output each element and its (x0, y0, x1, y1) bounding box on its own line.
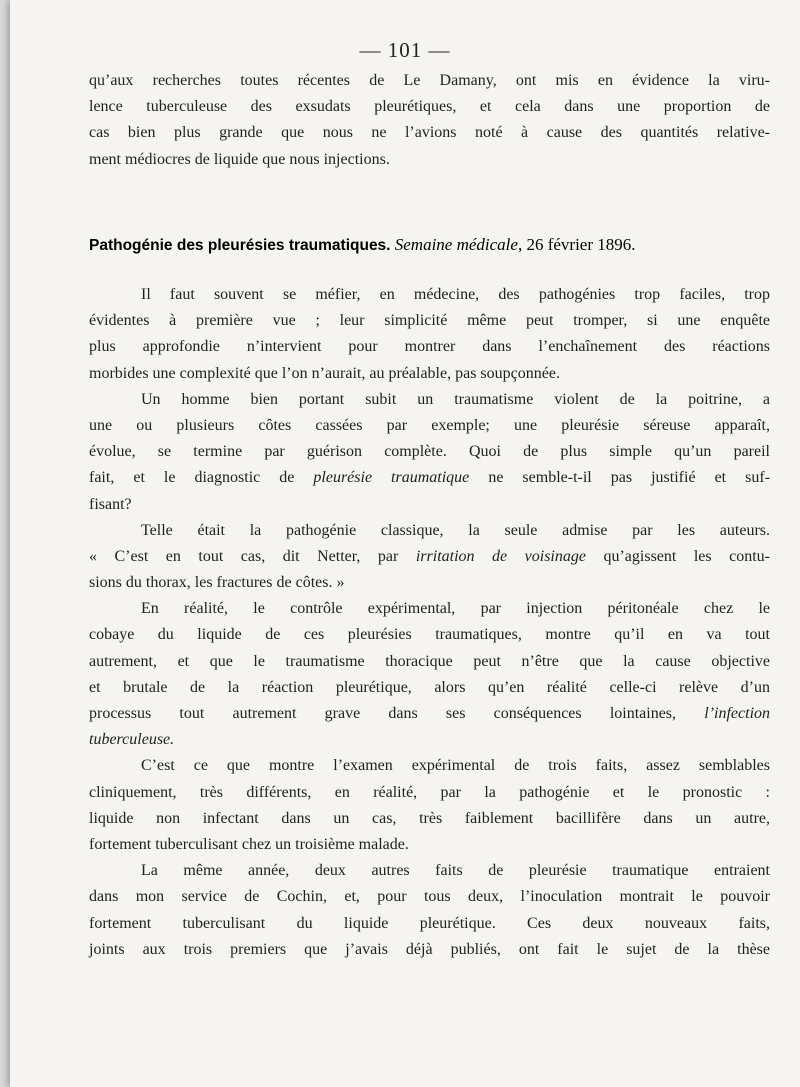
text-line: C’est ce que montre l’examen expérimental de trois faits, assez semblables (141, 757, 770, 775)
text-line: liquide non infectant dans un cas, très faiblement bacillifère dans un autre, (89, 809, 770, 827)
text-line: joints aux trois premiers que j’avais déjà publiés, ont fait le sujet de la thèse (89, 940, 770, 958)
paragraph-3 (89, 522, 770, 601)
paragraph-1 (89, 286, 770, 391)
text-line: une ou plusieurs côtes cassées par exemple; une pleurésie séreuse apparaît, (89, 416, 770, 434)
text-line (89, 705, 770, 731)
text-line: En réalité, le contrôle expérimental, par injection péritonéale chez le (141, 600, 770, 618)
text-line: et brutale de la réaction pleurétique, alors qu’en réalité celle-ci relève d’un (89, 678, 770, 696)
emphasis: l’infection (704, 705, 771, 722)
text-line: cliniquement, très différents, en réalité, par la pathogénie et le pronostic : (89, 783, 770, 801)
emphasis: irritation de voisinage (415, 547, 586, 565)
text-line: fisant? (89, 495, 132, 513)
text-line: plus approfondie n’intervient pour montrer dans l’enchaînement des réactions (89, 338, 770, 356)
text-line: lence tuberculeuse des exsudats pleurétiques, et cela dans une proportion de (89, 98, 770, 116)
text-line: cobaye du liquide de ces pleurésies traumatiques, montre qu’il en va tout (89, 626, 770, 644)
text-line (89, 469, 770, 495)
text-line: dans mon service de Cochin, et, pour tous deux, l’inoculation montrait le pouvoir (89, 888, 770, 906)
paragraph-6 (89, 862, 770, 967)
text-fragment: fait, et le diagnostic de (89, 469, 295, 487)
publication-date: 26 février 1896. (526, 235, 636, 254)
emphasis: tuberculeuse. (89, 731, 175, 749)
text-line: sions du thorax, les fractures de côtes. » (89, 574, 345, 592)
text-fragment: processus tout autrement grave dans ses conséquences lointaines, (89, 705, 677, 722)
text-line: évolue, se termine par guérison complète. Quoi de plus simple qu’un pareil (89, 443, 770, 461)
body-text (89, 286, 770, 967)
text-fragment: « C’est en tout cas, dit Netter, par (89, 547, 399, 565)
text-line: La même année, deux autres faits de pleurésie traumatique entraient (141, 862, 770, 880)
text-line: morbides une complexité que l’on n’aurait, au préalable, pas soupçonnée. (89, 364, 560, 382)
paragraph-2 (89, 391, 770, 522)
section-title: Pathogénie des pleurésies traumatiques. (89, 237, 391, 254)
text-fragment: qu’agissent les contu- (603, 547, 770, 565)
text-line: Il faut souvent se méfier, en médecine, des pathogénies trop faciles, trop (141, 286, 770, 303)
emphasis: pleurésie traumatique (313, 469, 470, 487)
text-line: ment médiocres de liquide que nous injections. (89, 150, 390, 168)
text-fragment: ne semble-t-il pas justifié et suf- (488, 469, 771, 487)
text-line: fortement tuberculisant du liquide pleurétique. Ces deux nouveaux faits, (89, 914, 770, 932)
text-line (89, 731, 770, 757)
text-line: qu’aux recherches toutes récentes de Le Damany, ont mis en évidence la viru- (89, 72, 770, 89)
text-line: Un homme bien portant subit un traumatisme violent de la poitrine, a (141, 390, 770, 408)
text-line: évidentes à première vue ; leur simplicité même peut tromper, si une enquête (89, 312, 770, 330)
text-line (89, 548, 770, 574)
text-line: fortement tuberculisant chez un troisième malade. (89, 835, 409, 853)
text-line: Telle était la pathogénie classique, la seule admise par les auteurs. (141, 521, 770, 539)
text-line: cas bien plus grande que nous ne l’avions noté à cause des quantités relative- (89, 124, 770, 142)
paragraph-4 (89, 600, 770, 757)
book-page (10, 0, 800, 1087)
text-line: autrement, et que le traumatisme thoracique peut n’être que la cause objective (89, 652, 770, 670)
paragraph-5 (89, 757, 770, 862)
intro-paragraph (89, 72, 770, 177)
journal-name: Semaine médicale, (394, 235, 523, 254)
page-number: — 101 — (359, 38, 451, 62)
section-heading (89, 235, 770, 255)
